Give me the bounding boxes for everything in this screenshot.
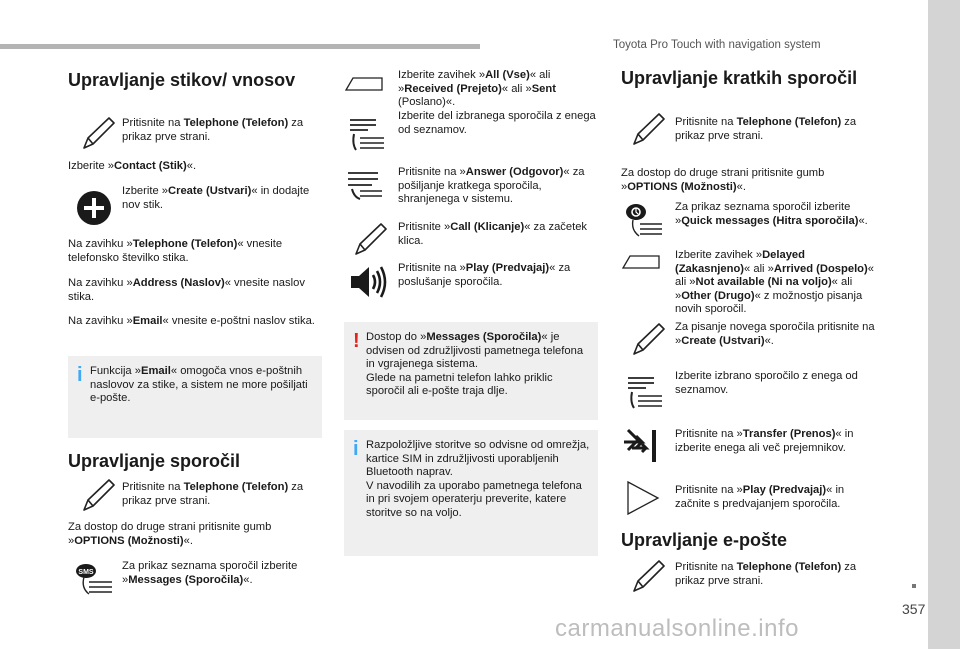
phone-pen-icon [628,557,668,597]
quick-messages-icon [624,200,664,240]
call-pen-icon [350,220,390,260]
messages-phone-text: Pritisnite na Telephone (Telefon) za prikaz prve strani. [122,481,304,507]
email-info-note [68,356,322,438]
contacts-tab-email-text: Na zavihku »Email« vnesite e-poštni naslov stika. [68,315,315,327]
short-phone-text: Pritisnite na Telephone (Telefon) za prikaz prve strani. [675,116,857,142]
short-options-text: Za dostop do druge strani pritisnite gumb »OPTIONS (Možnosti)«. [621,167,825,193]
contacts-create-text: Izberite »Create (Ustvari)« in dodajte nov stik. [122,185,310,211]
tab-select-text: Izberite zavihek »All (Vse)« ali »Received (Prejeto)« ali »Sent (Poslano)«. [398,69,556,108]
warning-note [344,322,598,420]
short-messages-title: Upravljanje kratkih sporočil [621,68,858,88]
info-icon: i [353,438,359,460]
warning-icon: ! [353,330,360,352]
info-text: Razpoložljive storitve so odvisne od omrežja, kartice SIM in združljivosti uporabljenih Bluetooth naprav. V navodilih za uporabo pametnega telefona in pri svojem operaterju preverite, katere storitve so na voljo. [366,439,590,519]
phone-pen-icon [78,476,118,516]
quick-messages-text: Za prikaz seznama sporočil izberite »Quick messages (Hitra sporočila)«. [675,201,868,227]
transfer-icon [622,426,662,466]
page-end-marker [912,584,916,588]
play-triangle-icon [624,478,664,518]
info-icon: i [77,364,83,386]
messages-options-text: Za dostop do druge strani pritisnite gumb »OPTIONS (Možnosti)«. [68,521,272,547]
message-list-icon [346,114,386,154]
transfer-text: Pritisnite na »Transfer (Prenos)« in izberite enega ali več prejemnikov. [675,428,854,454]
tab-outline-icon [344,68,384,108]
header-title: Toyota Pro Touch with navigation system [613,39,821,51]
phone-pen-icon [628,110,668,150]
email-title: Upravljanje e-pošte [621,530,788,550]
phone-pen-icon [78,114,118,154]
create-message-text: Za pisanje novega sporočila pritisnite na »Create (Ustvari)«. [675,321,875,347]
call-text: Pritisnite »Call (Klicanje)« za začetek klica. [398,221,588,247]
svg-text:SMS: SMS [78,569,94,576]
message-list-icon [624,372,664,412]
play-sms-text: Pritisnite na »Play (Predvajaj)« in začnite s predvajanjem sporočila. [675,484,845,510]
tab-outline-icon [621,246,661,286]
email-phone-text: Pritisnite na Telephone (Telefon) za prikaz prve strani. [675,561,857,587]
contacts-title: Upravljanje stikov/ vnosov [68,70,296,90]
answer-text: Pritisnite na »Answer (Odgovor)« za pošiljanje kratkega sporočila, shranjenega v sistemu. [398,166,585,205]
warning-text: Dostop do »Messages (Sporočila)« je odvisen od združljivosti pametnega telefona in vgrajenega sistema. Glede na pametni telefon lahko priklic sporočil ali e-pošte traja dlje. [366,331,584,397]
sms-list-icon [75,560,115,600]
email-info-text: Funkcija »Email« omogoča vnos e-poštnih naslovov za stike, a sistem ne more pošiljati e-pošte. [90,365,308,404]
info-note [344,430,598,556]
answer-message-icon [344,165,384,205]
play-text: Pritisnite na »Play (Predvajaj)« za poslušanje sporočila. [398,262,571,288]
contacts-phone-text: Pritisnite na Telephone (Telefon) za prikaz prve strani. [122,117,304,143]
side-tab [928,0,960,649]
watermark: carmanualsonline.info [555,615,799,642]
contacts-tab-phone-text: Na zavihku »Telephone (Telefon)« vnesite telefonsko številko stika. [68,238,283,264]
pick-message-text: Izberite del izbranega sporočila z enega od seznamov. [398,110,596,136]
header-rule [0,44,480,49]
create-pen-icon [628,320,668,360]
contacts-tab-address-text: Na zavihku »Address (Naslov)« vnesite naslov stika. [68,277,305,303]
pick-sms-text: Izberite izbrano sporočilo z enega od seznamov. [675,370,858,396]
messages-title: Upravljanje sporočil [68,451,241,471]
messages-list-text: Za prikaz seznama sporočil izberite »Messages (Sporočila)«. [122,560,298,586]
delayed-tab-text: Izberite zavihek »Delayed (Zakasnjeno)« ali »Arrived (Dospelo)« ali »Not available (Ni na voljo)« ali »Other (Drugo)« z možnostjo pisanja novih sporočil. [675,249,874,315]
add-circle-icon [74,188,114,228]
page-number: 357 [902,601,926,617]
speaker-icon [348,262,388,302]
contacts-select-text: Izberite »Contact (Stik)«. [68,160,197,172]
